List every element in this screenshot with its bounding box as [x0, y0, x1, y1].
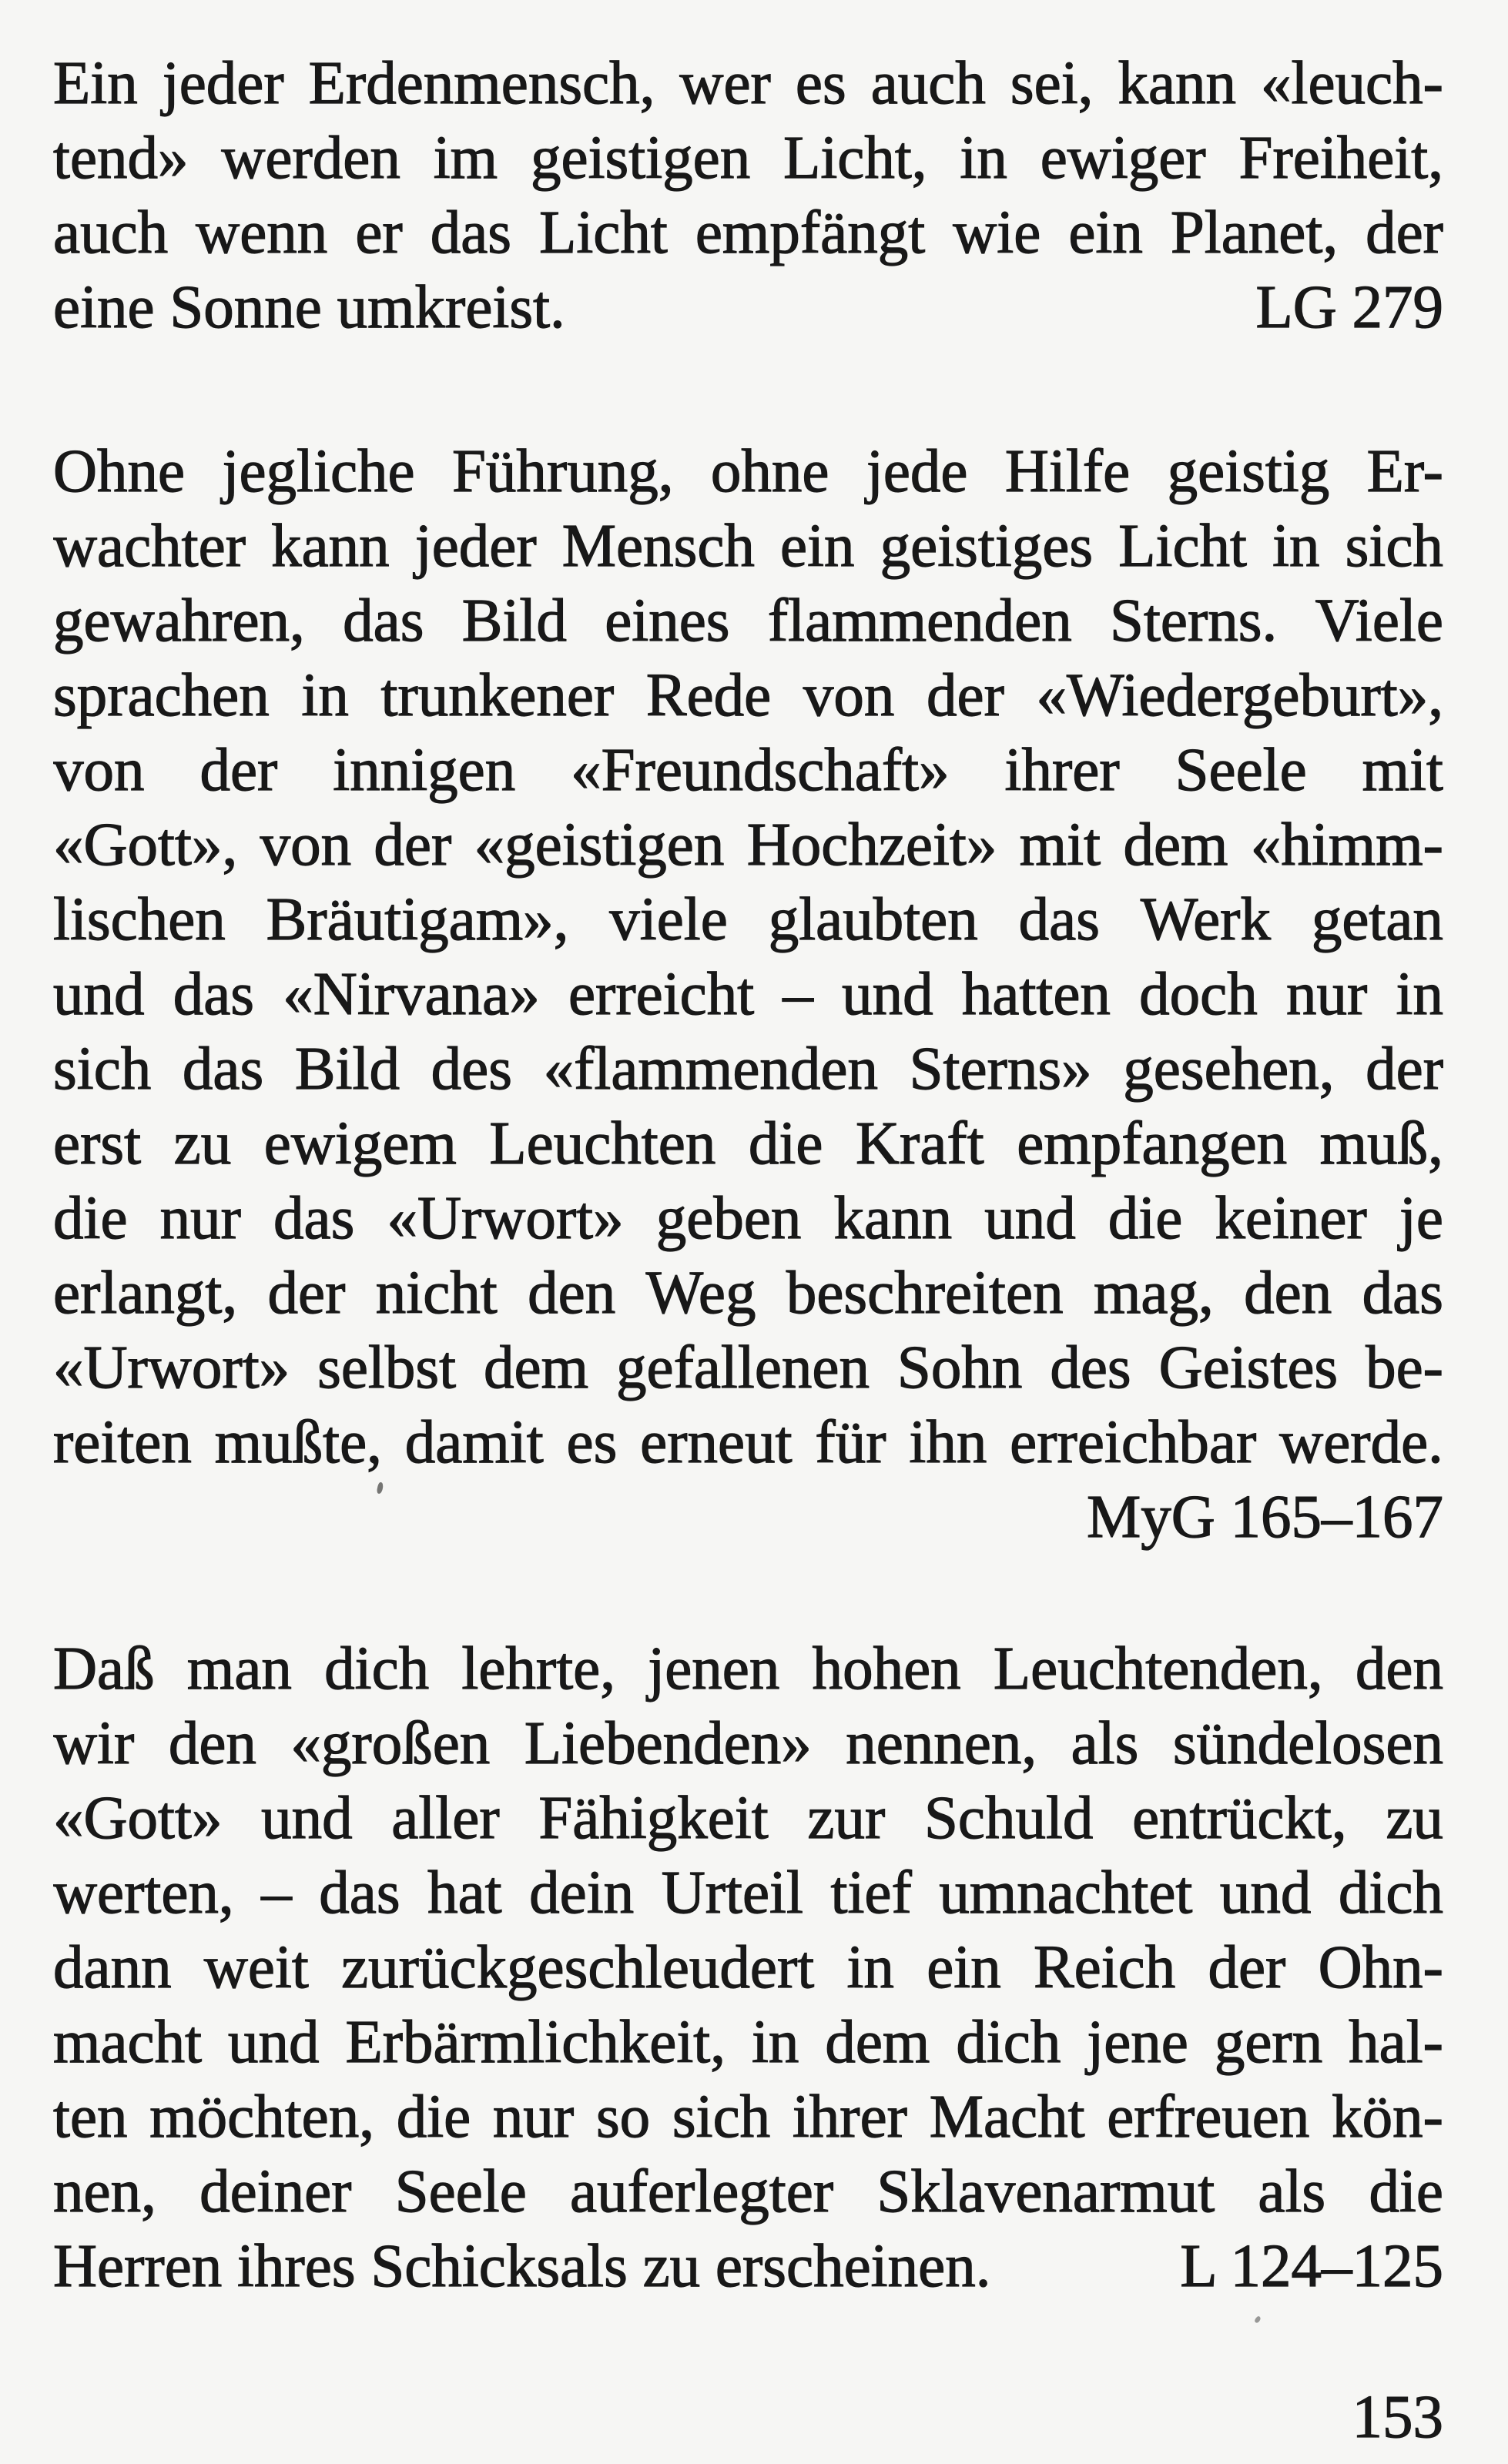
text-line — [53, 1632, 1443, 1706]
paragraph-3 — [53, 1632, 1443, 2304]
word: Sterns» — [909, 1036, 1092, 1103]
word: Bräutigam», — [266, 886, 569, 953]
word: nur — [1285, 961, 1368, 1028]
word: innigen — [333, 737, 516, 804]
text-line — [53, 2080, 1443, 2154]
text-line — [53, 733, 1443, 808]
word: erreicht — [568, 961, 755, 1028]
word: lischen — [53, 886, 226, 953]
word: erst — [53, 1110, 142, 1177]
word: Erbärmlichkeit, — [345, 2009, 726, 2076]
word: wer — [679, 50, 771, 117]
word: getan — [1311, 886, 1443, 953]
word: kann — [271, 513, 390, 580]
word: ihn — [909, 1409, 987, 1476]
word: «Gott» — [53, 1785, 223, 1852]
word: von — [53, 737, 145, 804]
word: damit — [404, 1409, 544, 1476]
word: er — [355, 199, 403, 266]
word: auferlegter — [570, 2158, 834, 2225]
word: Sklavenarmut — [876, 2158, 1215, 2225]
word: Ein — [53, 50, 138, 117]
word: das — [319, 1860, 400, 1927]
word: die — [1108, 1185, 1183, 1252]
word: Freiheit, — [1238, 125, 1443, 192]
word: die — [1369, 2158, 1443, 2225]
word: als — [1071, 1710, 1139, 1777]
word: zu — [1386, 1785, 1443, 1852]
word: «Wiedergeburt», — [1036, 662, 1443, 729]
word: zu — [173, 1110, 232, 1177]
word: empfangen — [1017, 1110, 1288, 1177]
word: in — [1396, 961, 1443, 1028]
word: Ohne — [53, 438, 186, 505]
word: Leuchten — [489, 1110, 716, 1177]
paragraph-2 — [53, 434, 1443, 1555]
word: jene — [1087, 2009, 1188, 2076]
word: erneut — [640, 1409, 793, 1476]
word: kön- — [1332, 2084, 1443, 2151]
word: je — [1399, 1185, 1443, 1252]
word: sprachen — [53, 662, 270, 729]
paragraph-1-lines — [53, 46, 1443, 270]
ink-speck — [1254, 2315, 1262, 2324]
source-citation-lg: LG 279 — [1255, 274, 1443, 341]
word: Rede — [645, 662, 772, 729]
word: dann — [53, 1934, 172, 2001]
word: Bild — [461, 588, 567, 654]
word: Leuchtenden, — [993, 1635, 1323, 1702]
word: jeder — [162, 50, 284, 117]
word: tief — [830, 1860, 912, 1927]
word: jede — [866, 438, 968, 505]
word: Fähigkeit — [538, 1785, 769, 1852]
text-line — [53, 196, 1443, 270]
word: Schuld — [923, 1785, 1094, 1852]
word: der — [1366, 1036, 1443, 1103]
text-line — [53, 1930, 1443, 2005]
word: Licht — [1118, 513, 1247, 580]
word: Sohn — [896, 1334, 1023, 1401]
word: der — [1208, 1934, 1286, 2001]
text-line — [53, 509, 1443, 584]
word: erreichbar — [1010, 1409, 1257, 1476]
text-line — [53, 957, 1443, 1032]
text-line — [53, 1032, 1443, 1106]
word: gesehen, — [1123, 1036, 1335, 1103]
word: hatten — [961, 961, 1111, 1028]
word: der — [267, 1260, 346, 1327]
word: geben — [655, 1185, 802, 1252]
word: die — [53, 1185, 128, 1252]
word: be- — [1366, 1334, 1443, 1401]
word: mit — [1019, 812, 1101, 879]
word: Kraft — [855, 1110, 984, 1177]
word: als — [1258, 2158, 1326, 2225]
text-line — [53, 882, 1443, 957]
word: in — [301, 662, 349, 729]
word: «Freundschaft» — [571, 737, 950, 804]
text-line — [53, 2154, 1443, 2229]
word: ten — [53, 2084, 128, 2151]
word: «Nirvana» — [283, 961, 540, 1028]
word: gefallenen — [616, 1334, 870, 1401]
word: gewahren, — [53, 588, 305, 654]
word: Reich — [1033, 1934, 1176, 2001]
text-line — [53, 270, 1443, 345]
word: ein — [927, 1934, 1001, 2001]
word: es — [566, 1409, 618, 1476]
word: das — [1362, 1260, 1443, 1327]
word: Urteil — [661, 1860, 803, 1927]
word: ihrer — [1004, 737, 1120, 804]
word: das — [273, 1185, 355, 1252]
word: sich — [53, 1036, 152, 1103]
text-line — [53, 1106, 1443, 1181]
word: umnachtet — [939, 1860, 1193, 1927]
word: des — [1050, 1334, 1131, 1401]
word: ein — [780, 513, 855, 580]
word: der — [1366, 199, 1443, 266]
word: hohen — [812, 1635, 961, 1702]
word: sündelosen — [1172, 1710, 1443, 1777]
word: «Gott», — [53, 812, 238, 879]
paragraph-1-last-text: eine Sonne umkreist. — [53, 274, 565, 341]
word: «leuch- — [1261, 50, 1443, 117]
word: «geistigen — [474, 812, 725, 879]
word: möchten, — [149, 2084, 374, 2151]
word: nennen, — [846, 1710, 1037, 1777]
word: Macht — [929, 2084, 1085, 2151]
word: selbst — [317, 1334, 457, 1401]
word: nen, — [53, 2158, 156, 2225]
word: Hilfe — [1004, 438, 1131, 505]
word: hal- — [1349, 2009, 1443, 2076]
word: Werk — [1140, 886, 1271, 953]
word: Daß — [53, 1635, 155, 1702]
word: dem — [825, 2009, 930, 2076]
word: jenen — [648, 1635, 780, 1702]
word: werde. — [1279, 1409, 1443, 1476]
word: der — [199, 737, 278, 804]
word: erlangt, — [53, 1260, 238, 1327]
word: Liebenden» — [524, 1710, 812, 1777]
word: deiner — [199, 2158, 352, 2225]
word: Er- — [1366, 438, 1443, 505]
word: dem — [1123, 812, 1228, 879]
word: lehrte, — [461, 1635, 615, 1702]
word: dich — [956, 2009, 1061, 2076]
text-line — [53, 1706, 1443, 1781]
word: – — [782, 961, 813, 1028]
source-citation-l: L 124–125 — [1180, 2233, 1443, 2300]
word: kann — [833, 1185, 953, 1252]
word: mit — [1362, 737, 1443, 804]
word: ohne — [710, 438, 829, 505]
word: in — [960, 125, 1007, 192]
word: geistigen — [531, 125, 751, 192]
word: den — [168, 1710, 256, 1777]
word: ein — [1068, 199, 1143, 266]
word: «Urwort» — [387, 1185, 624, 1252]
text-line — [53, 584, 1443, 658]
word: der — [374, 812, 452, 879]
word: Mensch — [561, 513, 755, 580]
word: das — [343, 588, 424, 654]
word: nur — [159, 1185, 241, 1252]
word: und — [53, 961, 145, 1028]
word: keiner — [1215, 1185, 1367, 1252]
word: ihrer — [792, 2084, 907, 2151]
word: weit — [203, 1934, 309, 2001]
word: das — [430, 199, 512, 266]
word: von — [260, 812, 352, 879]
text-line — [53, 1405, 1443, 1480]
word: die — [748, 1110, 823, 1177]
text-line — [53, 808, 1443, 882]
word: «Urwort» — [53, 1334, 290, 1401]
word: tend» — [53, 125, 189, 192]
word: Weg — [645, 1260, 756, 1327]
word: muß, — [1319, 1110, 1443, 1177]
text-line — [53, 1331, 1443, 1405]
text-line — [53, 1781, 1443, 1856]
paragraph-3-last-text: Herren ihres Schicksals zu erscheinen. — [53, 2233, 991, 2300]
word: Licht, — [783, 125, 927, 192]
word: Viele — [1315, 588, 1443, 654]
word: und — [1219, 1860, 1312, 1927]
word: in — [846, 1934, 894, 2001]
word: jeder — [414, 513, 537, 580]
word: glaubten — [768, 886, 978, 953]
text-line — [53, 658, 1443, 733]
word: das — [1018, 886, 1100, 953]
word: wie — [953, 199, 1041, 266]
text-line — [53, 2229, 1443, 2304]
word: Erdenmensch, — [308, 50, 655, 117]
word: wachter — [53, 513, 246, 580]
word: den — [528, 1260, 616, 1327]
word: und — [227, 2009, 320, 2076]
word: wir — [53, 1710, 135, 1777]
word: Bild — [294, 1036, 400, 1103]
word: gern — [1214, 2009, 1323, 2076]
word: ewigem — [263, 1110, 457, 1177]
word: flammenden — [767, 588, 1072, 654]
word: Geistes — [1158, 1334, 1339, 1401]
word: man — [186, 1635, 292, 1702]
word: erfreuen — [1107, 2084, 1310, 2151]
text-line — [53, 121, 1443, 196]
text-line — [53, 1181, 1443, 1256]
text-line — [53, 1480, 1443, 1555]
word: «großen — [290, 1710, 491, 1777]
word: dein — [529, 1860, 635, 1927]
word: in — [1272, 513, 1320, 580]
word: wenn — [196, 199, 328, 266]
word: ewiger — [1040, 125, 1206, 192]
word: das — [182, 1036, 264, 1103]
word: die — [396, 2084, 471, 2151]
word: werden — [221, 125, 400, 192]
word: und — [842, 961, 933, 1028]
word: den — [1244, 1260, 1332, 1327]
word: Führung, — [451, 438, 674, 505]
word: Planet, — [1170, 199, 1339, 266]
word: es — [795, 50, 846, 117]
word: viele — [609, 886, 728, 953]
word: mußte, — [214, 1409, 382, 1476]
word: reiten — [53, 1409, 192, 1476]
word: dich — [324, 1635, 430, 1702]
word: im — [433, 125, 498, 192]
word: dich — [1338, 1860, 1443, 1927]
word: sich — [1345, 513, 1443, 580]
text-line — [53, 1856, 1443, 1930]
word: kann — [1118, 50, 1237, 117]
word: beschreiten — [786, 1260, 1064, 1327]
word: «himm- — [1250, 812, 1443, 879]
text-line — [53, 46, 1443, 121]
word: auch — [870, 50, 986, 117]
word: sich — [672, 2084, 771, 2151]
page-number-row — [53, 2380, 1443, 2455]
word: Ohn- — [1318, 1934, 1443, 2001]
word: geistig — [1167, 438, 1330, 505]
word: doch — [1139, 961, 1258, 1028]
word: macht — [53, 2009, 203, 2076]
word: Seele — [394, 2158, 527, 2225]
word: hat — [427, 1860, 502, 1927]
word: jegliche — [222, 438, 415, 505]
word: eines — [605, 588, 730, 654]
word: geistiges — [880, 513, 1094, 580]
word: auch — [53, 199, 169, 266]
text-line — [53, 1256, 1443, 1331]
word: der — [927, 662, 1004, 729]
word: Sterns. — [1110, 588, 1278, 654]
word: den — [1355, 1635, 1443, 1702]
word: in — [751, 2009, 799, 2076]
word: zur — [807, 1785, 886, 1852]
word: aller — [391, 1785, 500, 1852]
word: Seele — [1175, 737, 1307, 804]
word: von — [803, 662, 895, 729]
word: für — [815, 1409, 886, 1476]
page-number: 153 — [1352, 2384, 1443, 2451]
text-line — [53, 434, 1443, 509]
word: zurückgeschleudert — [341, 1934, 815, 2001]
word: «flammenden — [543, 1036, 878, 1103]
word: sei, — [1010, 50, 1094, 117]
word: dem — [484, 1334, 589, 1401]
paragraph-2-lines — [53, 434, 1443, 1480]
text-line — [53, 2005, 1443, 2080]
word: so — [595, 2084, 651, 2151]
word: werten, — [53, 1860, 234, 1927]
word: entrückt, — [1132, 1785, 1347, 1852]
word: trunkener — [380, 662, 615, 729]
paragraph-3-lines — [53, 1632, 1443, 2229]
word: und — [261, 1785, 353, 1852]
paragraph-1 — [53, 46, 1443, 345]
word: das — [173, 961, 255, 1028]
word: nicht — [375, 1260, 498, 1327]
word: – — [261, 1860, 292, 1927]
word: des — [431, 1036, 512, 1103]
word: nur — [492, 2084, 575, 2151]
source-citation-myg: MyG 165–167 — [1086, 1484, 1443, 1551]
word: empfängt — [695, 199, 926, 266]
word: mag, — [1093, 1260, 1214, 1327]
word: und — [984, 1185, 1076, 1252]
word: Licht — [539, 199, 668, 266]
word: Hochzeit» — [746, 812, 997, 879]
